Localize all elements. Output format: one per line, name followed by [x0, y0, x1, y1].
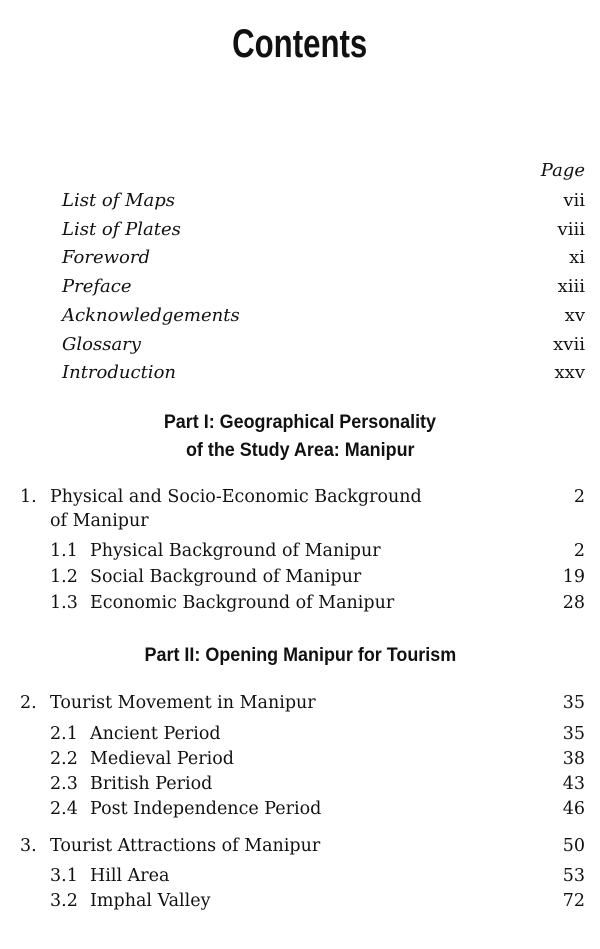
section-page: 38 [562, 749, 585, 769]
chapter-number: 3. [20, 836, 37, 856]
section-title: Social Background of Manipur [90, 567, 362, 587]
section-title: British Period [90, 774, 213, 794]
section-title: Post Independence Period [90, 799, 322, 819]
section-page: 35 [562, 724, 585, 744]
section-number: 1.3 [50, 593, 78, 613]
front-matter-title: Glossary [62, 333, 141, 355]
front-matter-title: List of Plates [62, 218, 181, 240]
section-number: 2.2 [50, 749, 78, 769]
section-number: 2.1 [50, 724, 78, 744]
front-matter-page: xiii [557, 276, 585, 298]
section-number: 1.2 [50, 567, 78, 587]
front-matter-page: xxv [554, 362, 585, 384]
section-page: 43 [562, 774, 585, 794]
section-page: 19 [562, 567, 585, 587]
part1-heading: Part I: Geographical Personality [163, 411, 437, 433]
chapter-page: 35 [562, 693, 585, 713]
part1-heading-line2: of the Study Area: Manipur [185, 439, 415, 461]
section-number: 2.3 [50, 774, 78, 794]
section-page: 53 [562, 866, 585, 886]
chapter-title: Tourist Attractions of Manipur [50, 836, 321, 856]
front-matter-page: xv [564, 304, 585, 326]
section-number: 2.4 [50, 799, 78, 819]
section-page: 46 [562, 799, 585, 819]
chapter-number: 1. [20, 487, 37, 507]
section-title: Imphal Valley [90, 891, 211, 911]
front-matter-page: xvii [553, 333, 585, 355]
section-title: Economic Background of Manipur [90, 593, 395, 613]
section-title: Medieval Period [90, 749, 234, 769]
chapter-page: 50 [562, 836, 585, 856]
chapter-number: 2. [20, 693, 37, 713]
part2-heading: Part II: Opening Manipur for Tourism [144, 644, 456, 666]
section-title: Physical Background of Manipur [90, 541, 381, 561]
front-matter-page: vii [563, 190, 585, 211]
page-column-header: Page [540, 160, 585, 181]
section-page: 28 [562, 593, 585, 613]
section-number: 1.1 [50, 541, 78, 561]
chapter-title: Physical and Socio-Economic Background [50, 487, 422, 507]
section-title: Ancient Period [90, 724, 221, 744]
front-matter-title: Acknowledgements [62, 304, 240, 326]
page-title: Contents [232, 22, 368, 66]
front-matter-page: viii [557, 218, 585, 240]
front-matter-title: Introduction [62, 362, 176, 384]
front-matter-title: List of Maps [62, 190, 176, 211]
chapter-title: Tourist Movement in Manipur [50, 693, 316, 713]
front-matter-title: Foreword [62, 247, 150, 269]
section-title: Hill Area [90, 866, 170, 886]
section-number: 3.1 [50, 866, 78, 886]
section-page: 2 [573, 541, 585, 561]
section-page: 72 [562, 891, 585, 911]
front-matter-page: xi [569, 247, 585, 269]
chapter-title-line2: of Manipur [50, 511, 149, 531]
front-matter-title: Preface [62, 276, 132, 298]
section-number: 3.2 [50, 891, 78, 911]
chapter-page: 2 [573, 487, 585, 507]
